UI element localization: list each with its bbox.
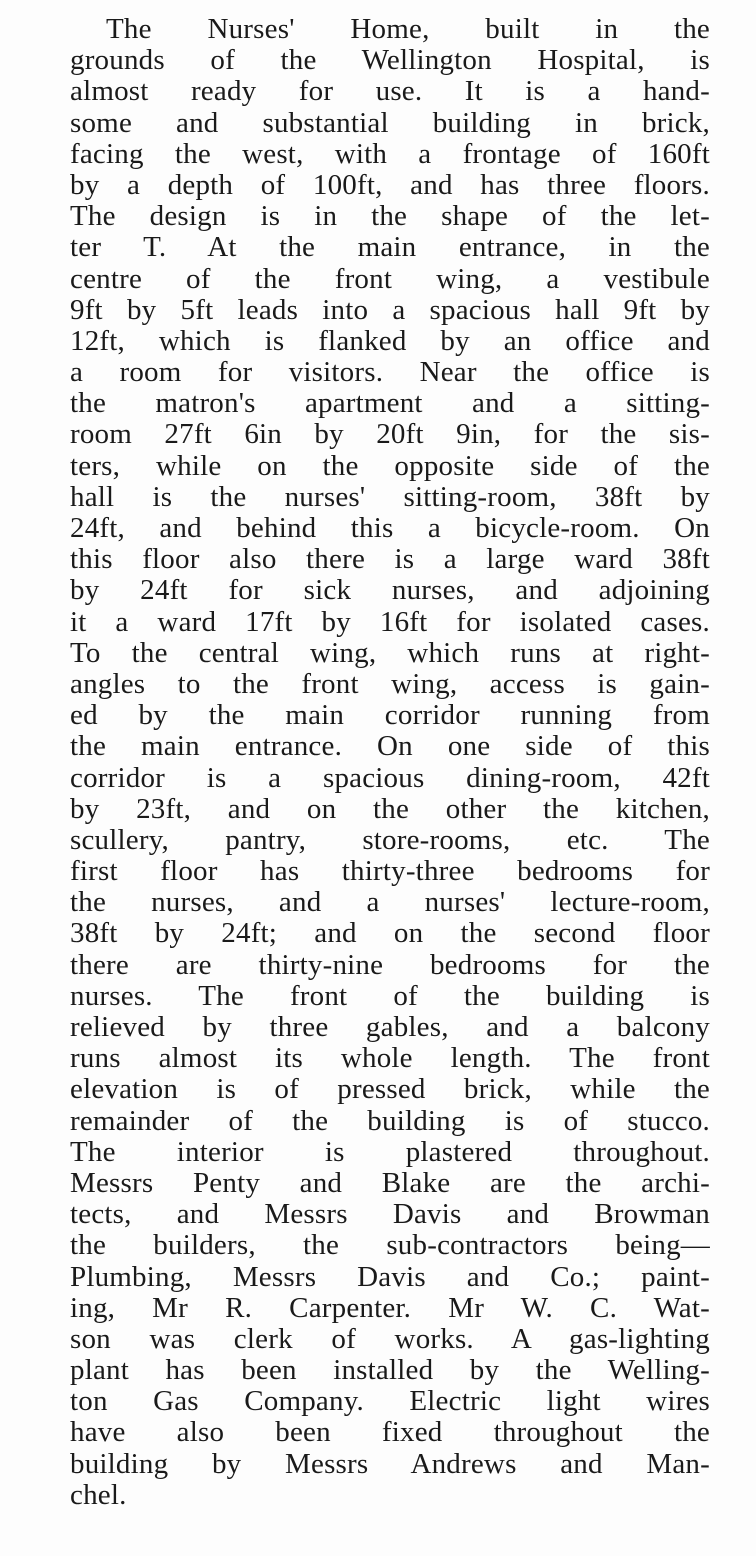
article-line: scullery, pantry, store-rooms, etc. The: [70, 823, 710, 856]
article-line: ter T. At the main entrance, in the: [70, 231, 710, 264]
article-line: centre of the front wing, a vestibule: [70, 262, 710, 295]
article-line: ters, while on the opposite side of the: [70, 449, 710, 482]
article-line: the matron's apartment and a sitting-: [70, 387, 710, 420]
article-line: Messrs Penty and Blake are the archi-: [70, 1166, 710, 1199]
article-line: almost ready for use. It is a hand-: [70, 75, 710, 108]
article-column: [70, 14, 710, 1511]
article-line: runs almost its whole length. The front: [70, 1042, 710, 1075]
article-line: 38ft by 24ft; and on the second floor: [70, 917, 710, 950]
article-line: nurses. The front of the building is: [70, 979, 710, 1012]
article-line: hall is the nurses' sitting-room, 38ft by: [70, 480, 710, 513]
article-line: plant has been installed by the Welling-: [70, 1354, 710, 1387]
article-line: angles to the front wing, access is gain-: [70, 667, 710, 700]
article-line: ed by the main corridor running from: [70, 699, 710, 732]
article-line: elevation is of pressed brick, while the: [70, 1073, 710, 1106]
article-line: ing, Mr R. Carpenter. Mr W. C. Wat-: [70, 1291, 710, 1324]
article-line: 12ft, which is flanked by an office and: [70, 324, 710, 357]
article-line: The interior is plastered throughout.: [70, 1135, 710, 1168]
article-line: it a ward 17ft by 16ft for isolated cases.: [70, 605, 710, 638]
article-line: have also been fixed throughout the: [70, 1416, 710, 1449]
article-line: The design is in the shape of the let-: [70, 200, 710, 233]
article-line: the builders, the sub-contractors being—: [70, 1229, 710, 1262]
article-line: some and substantial building in brick,: [70, 106, 710, 139]
article-line: by 23ft, and on the other the kitchen,: [70, 792, 710, 825]
article-line: by 24ft for sick nurses, and adjoining: [70, 574, 710, 607]
article-line: The Nurses' Home, built in the: [106, 13, 710, 45]
article-line: chel.: [70, 1478, 127, 1511]
article-line: To the central wing, which runs at right-: [70, 636, 710, 669]
article-line: there are thirty-nine bedrooms for the: [70, 948, 710, 981]
article-line: this floor also there is a large ward 38ft: [70, 543, 710, 576]
article-line: room 27ft 6in by 20ft 9in, for the sis-: [70, 418, 710, 451]
article-line: remainder of the building is of stucco.: [70, 1104, 710, 1137]
article-line: grounds of the Wellington Hospital, is: [70, 44, 710, 77]
article-line: son was clerk of works. A gas-lighting: [70, 1322, 710, 1355]
article-line: the nurses, and a nurses' lecture-room,: [70, 886, 710, 919]
article-line: tects, and Messrs Davis and Browman: [70, 1198, 710, 1231]
article-line: Plumbing, Messrs Davis and Co.; paint-: [70, 1260, 710, 1293]
article-line: first floor has thirty-three bedrooms for: [70, 855, 710, 888]
article-line: ton Gas Company. Electric light wires: [70, 1385, 710, 1418]
article-line: building by Messrs Andrews and Man-: [70, 1447, 710, 1480]
article-line: facing the west, with a frontage of 160ft: [70, 137, 710, 170]
article-line: corridor is a spacious dining-room, 42ft: [70, 761, 710, 794]
article-line: 24ft, and behind this a bicycle-room. On: [70, 512, 710, 544]
article-line: 9ft by 5ft leads into a spacious hall 9ft by: [70, 293, 710, 326]
article-line: a room for visitors. Near the office is: [70, 356, 710, 389]
article-line: relieved by three gables, and a balcony: [70, 1011, 710, 1043]
article-line: by a depth of 100ft, and has three floors.: [70, 168, 710, 201]
article-line: the main entrance. On one side of this: [70, 730, 710, 763]
